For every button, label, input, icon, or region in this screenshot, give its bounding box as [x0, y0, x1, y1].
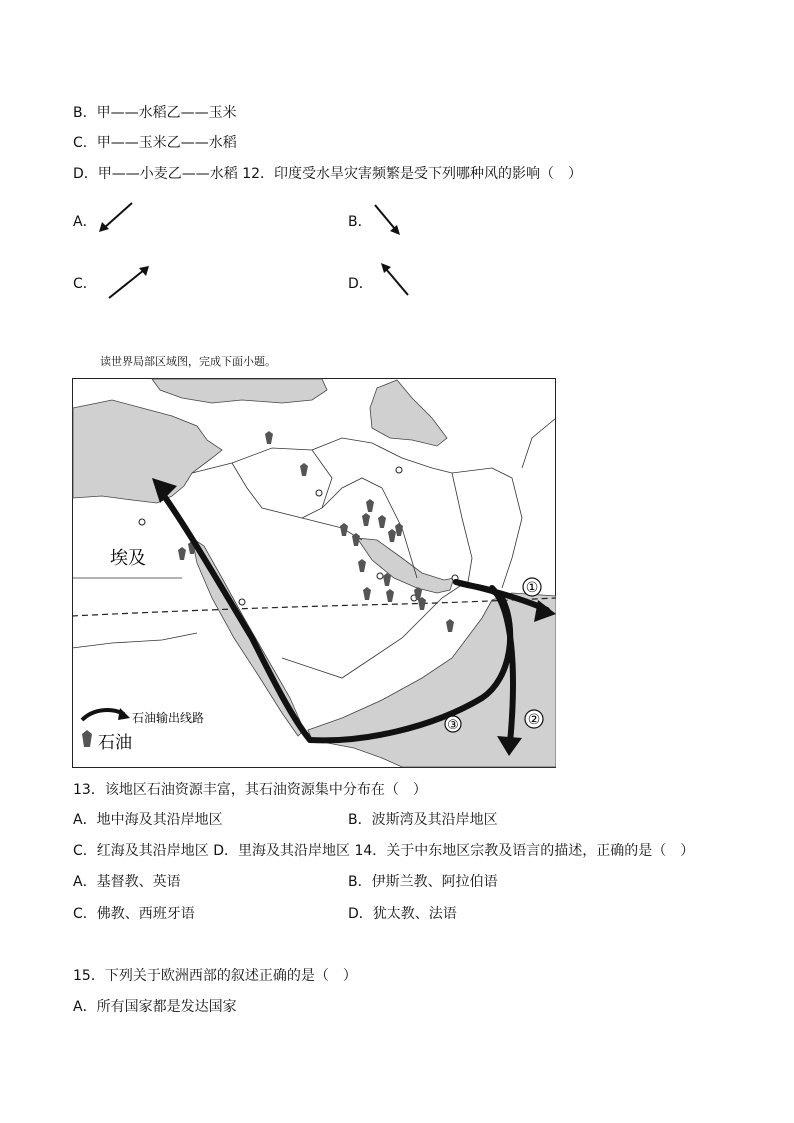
route-label-2: ② [527, 712, 541, 728]
question-line: D．犹太教、法语 [348, 906, 457, 922]
region-label-egypt: 埃及 [110, 548, 146, 569]
option-label: B． [348, 214, 372, 230]
legend-oil-label: 石油 [98, 733, 132, 753]
question-line: B．伊斯兰教、阿拉伯语 [348, 874, 498, 890]
question-line: B．甲——水稻乙——玉米 [73, 105, 237, 121]
route-label-3: ③ [447, 718, 459, 733]
question-line: 15．下列关于欧洲西部的叙述正确的是（ ） [73, 968, 357, 984]
question-line: D．甲——小麦乙——水稻 12．印度受水旱灾害频繁是受下列哪种风的影响（ ） [73, 166, 583, 182]
map-caption: 读世界局部区域图，完成下面小题。 [100, 355, 276, 368]
question-line: C．红海及其沿岸地区 D．里海及其沿岸地区 14．关于中东地区宗教及语言的描述，正确的是（ ） [73, 843, 695, 859]
arrow-up-right-icon [106, 263, 152, 301]
question-line: C．甲——玉米乙——水稻 [73, 135, 237, 151]
option-label: A． [73, 214, 97, 230]
question-line: B．波斯湾及其沿岸地区 [348, 812, 498, 828]
arrow-down-left-icon [96, 200, 136, 236]
question-line: A．基督教、英语 [73, 874, 181, 890]
question-line: 13．该地区石油资源丰富，其石油资源集中分布在（ ） [73, 782, 427, 798]
arrow-up-left-icon [378, 260, 412, 298]
arrow-down-right-icon [372, 202, 404, 238]
question-line: C．佛教、西班牙语 [73, 906, 195, 922]
route-label-1: ① [525, 580, 539, 596]
question-line: A．所有国家都是发达国家 [73, 999, 237, 1015]
middle-east-map [72, 378, 556, 768]
question-line: A．地中海及其沿岸地区 [73, 812, 223, 828]
legend-route-label: 石油输出线路 [132, 711, 205, 725]
option-label: C． [73, 276, 97, 292]
option-label: D． [348, 276, 373, 292]
